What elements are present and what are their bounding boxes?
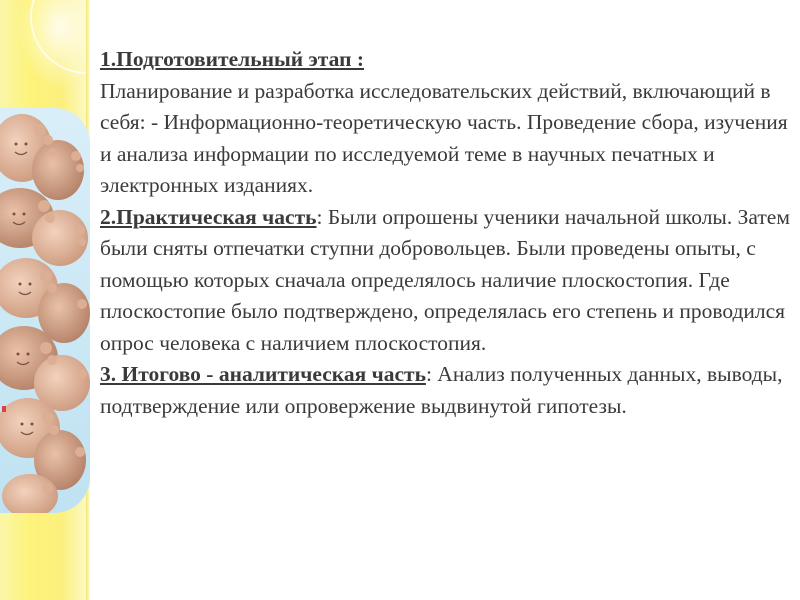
slide-text <box>100 44 790 422</box>
stage-3-text: : Анализ полученных данных, выводы, подтверждение или опровержение выдвинутой гипотезы. <box>100 362 783 418</box>
feet-illustration <box>0 108 90 513</box>
stage-1-heading: 1.Подготовительный этап : <box>100 47 365 71</box>
stage-3-heading: 3. Итогово - аналитическая часть <box>100 362 426 386</box>
bare-feet-photo <box>0 108 90 513</box>
stage-2-heading: 2.Практическая часть <box>100 204 317 229</box>
stage-2 <box>100 202 790 360</box>
stage-1 <box>100 44 790 202</box>
stage-3 <box>100 359 790 422</box>
stage-1-text: Планирование и разработка исследовательских действий, включающий в себя: - Информационно-теоретическую часть. Проведение сбора, изучения и анализа информации по исследуемой теме в научных печатных и электронных изданиях. <box>100 78 788 197</box>
stage-2-text: : Были опрошены ученики начальной школы. Затем были сняты отпечатки ступни добровольцев. Были проведены опыты, с помощью которых сначала определялось наличие плоскостопия. Где плоскостопие было подтверждено, определялась его степень и проводился опрос человека с наличием плоскостопия. <box>100 204 790 355</box>
